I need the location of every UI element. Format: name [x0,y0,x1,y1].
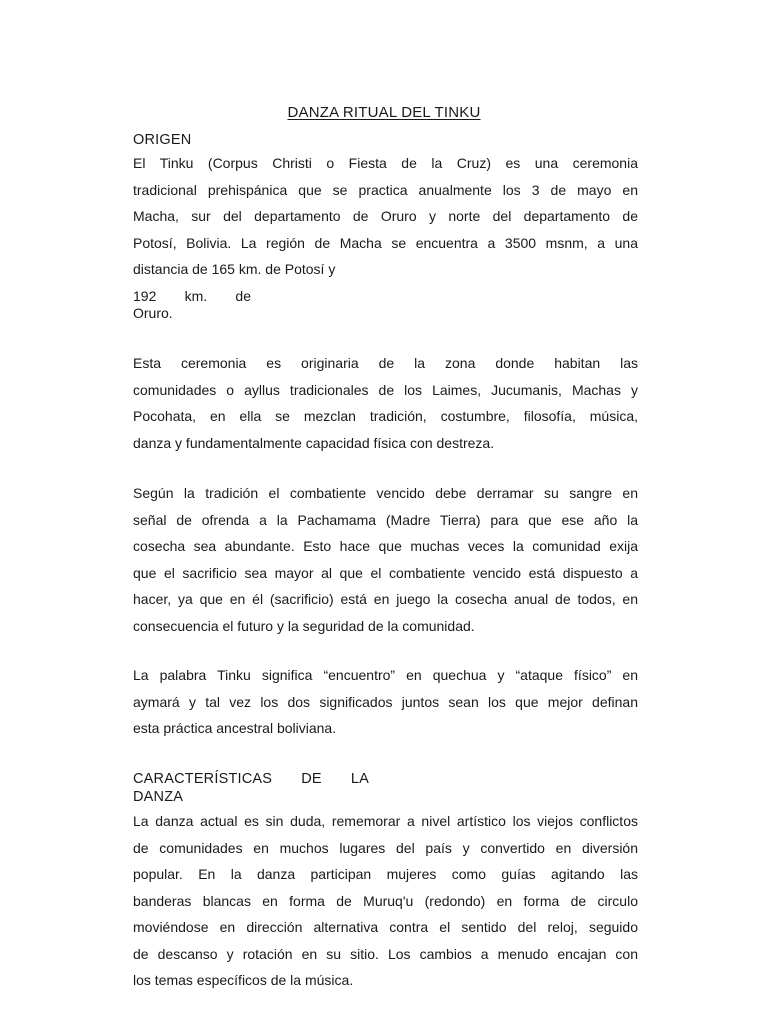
text-line: los temas específicos de la música. [133,972,354,988]
text-line: moviéndose en dirección alternativa contra el sentido del reloj, seguido [133,919,638,935]
text-line: popular. En la danza participan mujeres como guías agitando las [133,866,638,882]
text-line: distancia de 165 km. de Potosí y [133,261,336,277]
text-line: Pocohata, en ella se mezclan tradición, costumbre, filosofía, música, [133,408,638,424]
paragraph-danza [133,808,638,994]
text-line: esta práctica ancestral boliviana. [133,720,337,736]
paragraph-origen [133,150,638,283]
text-line: aymará y tal vez los dos significados juntos sean los que mejor definan [133,693,638,710]
paragraph-ceremonia [133,350,638,456]
distance-line-oruro: Oruro. [133,305,173,321]
text-line: Esta ceremonia es originaria de la zona donde habitan las [133,355,638,371]
origen-heading: ORIGEN [133,132,192,148]
paragraph-tradicion [133,480,638,639]
text-line: La danza actual es sin duda, rememorar a nivel artístico los viejos conflictos [133,813,638,829]
text-line: consecuencia el futuro y la seguridad de la comunidad. [133,617,475,634]
text-line: comunidades o ayllus tradicionales de los Laimes, Jucumanis, Machas y [133,381,638,398]
text-line: El Tinku (Corpus Christi o Fiesta de la Cruz) es una ceremonia [133,155,638,171]
text-line: de comunidades en muchos lugares del país y convertido en diversión [133,839,638,856]
distance-line: 192 km. de [133,288,251,304]
text-line: banderas blancas en forma de Muruq'u (redondo) en forma de circulo [133,892,638,909]
text-line: tradicional prehispánica que se practica anualmente los 3 de mayo en [133,181,638,198]
text-line: La palabra Tinku significa “encuentro” en quechua y “ataque físico” en [133,667,638,683]
text-line: Según la tradición el combatiente vencido debe derramar su sangre en [133,485,638,501]
caracteristicas-heading: CARACTERÍSTICAS DE LA [133,771,369,787]
paragraph-significado [133,662,638,742]
text-line: cosecha sea abundante. Esto hace que muchas veces la comunidad exija [133,538,638,554]
text-line: de descanso y rotación en su sitio. Los cambios a menudo encajan con [133,945,638,962]
text-line: Macha, sur del departamento de Oruro y norte del departamento de [133,208,638,224]
caracteristicas-heading-danza: DANZA [133,789,184,805]
text-line: Potosí, Bolivia. La región de Macha se encuentra a 3500 msnm, a una [133,234,638,251]
text-line: que el sacrificio sea mayor al que el combatiente vencido está dispuesto a [133,564,638,581]
text-line: hacer, ya que en él (sacrificio) está en juego la cosecha anual de todos, en [133,591,638,607]
text-line: danza y fundamentalmente capacidad física con destreza. [133,434,495,451]
text-line: señal de ofrenda a la Pachamama (Madre Tierra) para que ese año la [133,511,638,528]
document-title: DANZA RITUAL DEL TINKU [287,104,481,121]
